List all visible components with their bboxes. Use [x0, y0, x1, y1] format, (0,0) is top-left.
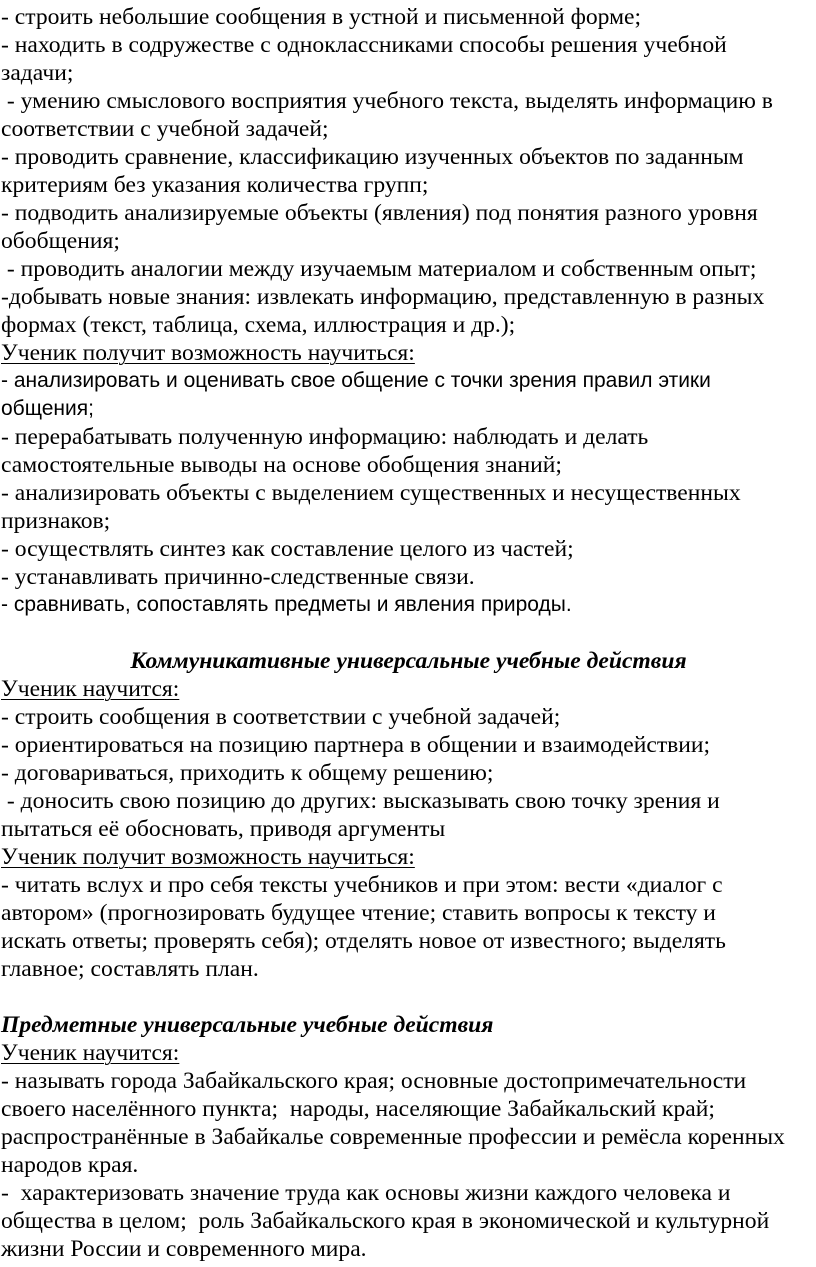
section-heading-communicative: Коммуникативные универсальные учебные действия — [130, 648, 687, 674]
text-line: - находить в содружестве с одноклассниками способы решения учебной — [1, 32, 727, 58]
text-line: - доносить свою позицию до других: высказывать свою точку зрения и — [1, 788, 720, 814]
blank-line — [1, 619, 816, 647]
text-line: признаков; — [1, 508, 111, 534]
learn-label — [1, 1039, 816, 1067]
text-line: - ориентироваться на позицию партнера в общении и взаимодействии; — [1, 732, 711, 758]
text-line: народов края. — [1, 1152, 139, 1178]
text-line: самостоятельные выводы на основе обобщения знаний; — [1, 452, 562, 478]
text-line: критериям без указания количества групп; — [1, 172, 429, 198]
text-line: - строить сообщения в соответствии с учебной задачей; — [1, 704, 561, 730]
opportunity-label-text: Ученик получит возможность научиться: — [1, 340, 415, 366]
learn-label-text: Ученик научится: — [1, 676, 180, 702]
text-line: - подводить анализируемые объекты (явления) под понятия разного уровня — [1, 200, 758, 226]
text-line: жизни России и современного мира. — [1, 1236, 367, 1262]
text-line: - проводить сравнение, классификацию изученных объектов по заданным — [1, 144, 744, 170]
text-line: - характеризовать значение труда как основы жизни каждого человека и — [1, 1180, 731, 1206]
text-line: - строить небольшие сообщения в устной и письменной форме; — [1, 4, 642, 30]
text-line: обобщения; — [1, 228, 120, 254]
text-line: - договариваться, приходить к общему решению; — [1, 760, 494, 786]
text-line: - анализировать и оценивать свое общение с точки зрения правил этики — [1, 369, 711, 392]
text-line: - осуществлять синтез как составление целого из частей; — [1, 536, 574, 562]
text-line: автором» (прогнозировать будущее чтение; ставить вопросы к тексту и — [1, 900, 716, 926]
text-line: - устанавливать причинно-следственные связи. — [1, 564, 475, 590]
text-line: задачи; — [1, 60, 74, 86]
text-line: - анализировать объекты с выделением существенных и несущественных — [1, 480, 741, 506]
text-line: общения; — [1, 397, 94, 420]
text-line: - умению смыслового восприятия учебного текста, выделять информацию в — [1, 88, 773, 114]
text-line: - проводить аналогии между изучаемым материалом и собственным опыт; — [1, 256, 757, 282]
text-line: -добывать новые знания: извлекать информацию, представленную в разных — [1, 284, 765, 310]
blank-line — [1, 983, 816, 1011]
opportunity-label-text: Ученик получит возможность научиться: — [1, 844, 415, 870]
text-line: - перерабатывать полученную информацию: наблюдать и делать — [1, 424, 649, 450]
text-line: соответствии с учебной задачей; — [1, 116, 329, 142]
text-line: распространённые в Забайкалье современные профессии и ремёсла коренных — [1, 1124, 785, 1150]
text-line: главное; составлять план. — [1, 956, 259, 982]
text-line: - читать вслух и про себя тексты учебников и при этом: вести «диалог с — [1, 872, 723, 898]
text-line: искать ответы; проверять себя); отделять новое от известного; выделять — [1, 928, 726, 954]
text-line: - сравнивать, сопоставлять предметы и явления природы. — [1, 593, 572, 616]
text-line: формах (текст, таблица, схема, иллюстрация и др.); — [1, 312, 516, 338]
text-line: пытаться её обосновать, приводя аргументы — [1, 816, 446, 842]
text-line: своего населённого пункта; народы, населяющие Забайкальский край; — [1, 1096, 715, 1122]
learn-label-text: Ученик научится: — [1, 1040, 180, 1066]
learn-label — [1, 675, 816, 703]
section-heading-subject: Предметные универсальные учебные действия — [1, 1012, 494, 1038]
opportunity-label — [1, 339, 816, 367]
text-line: общества в целом; роль Забайкальского края в экономической и культурной — [1, 1208, 770, 1234]
text-line: - называть города Забайкальского края; основные достопримечательности — [1, 1068, 747, 1094]
opportunity-label — [1, 843, 816, 871]
